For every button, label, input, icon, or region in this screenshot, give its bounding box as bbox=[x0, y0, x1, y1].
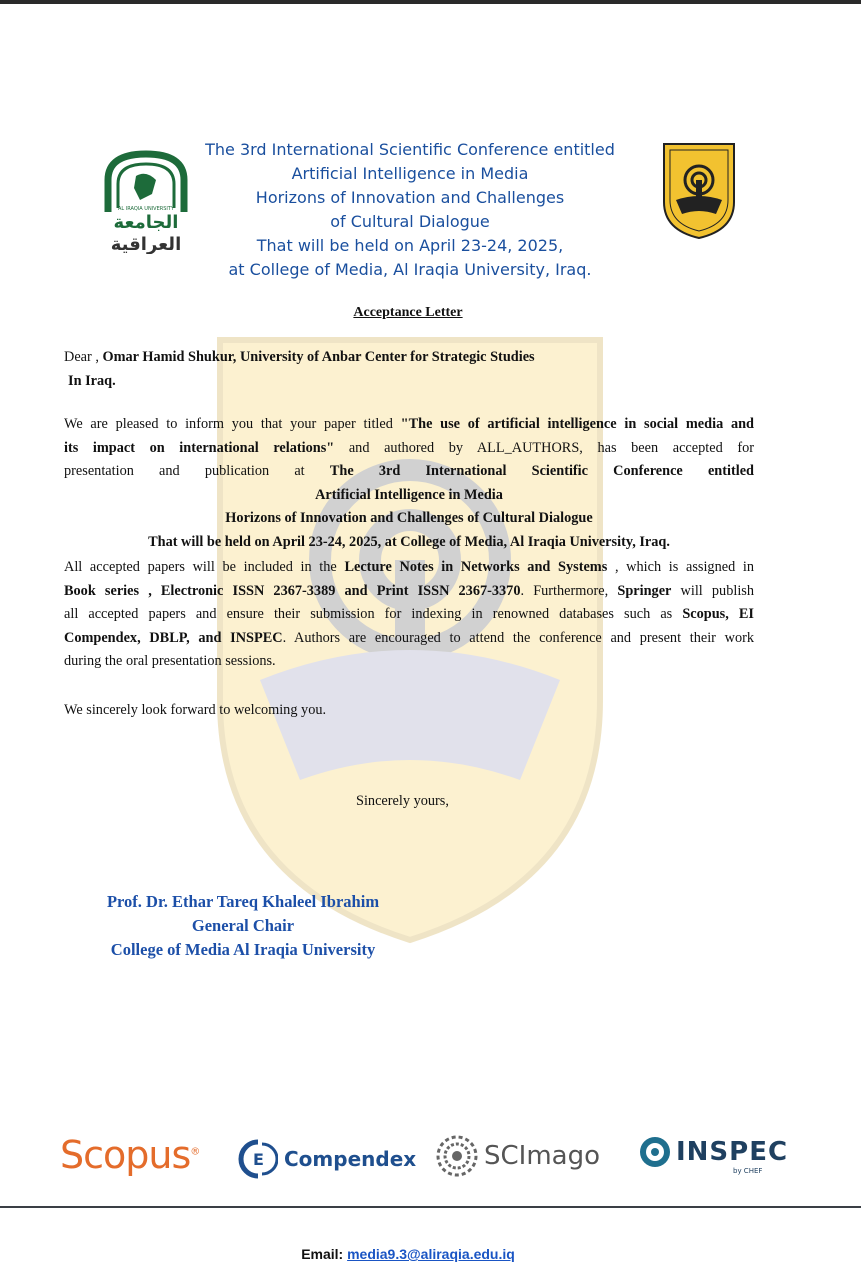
email-link[interactable]: media9.3@aliraqia.edu.iq bbox=[347, 1246, 515, 1262]
closing: Sincerely yours, bbox=[356, 793, 449, 809]
paper-title: "The use of artificial intelligence in social media and bbox=[400, 416, 754, 432]
p1-text: presentation and publication at bbox=[64, 463, 330, 479]
scopus-logo: Scopus® bbox=[60, 1133, 200, 1177]
indexing-logos bbox=[0, 1125, 861, 1195]
inspec-icon bbox=[638, 1135, 672, 1169]
p2-text: will publish bbox=[671, 582, 755, 599]
compendex-logo bbox=[238, 1139, 416, 1179]
scopus-label: Scopus bbox=[60, 1133, 191, 1177]
compendex-label: Compendex bbox=[284, 1147, 417, 1171]
conference-header bbox=[190, 138, 630, 282]
footer-divider bbox=[0, 1206, 861, 1208]
letter-title: Acceptance Letter bbox=[353, 305, 463, 320]
p2-text: All accepted papers will be included in the bbox=[64, 559, 345, 575]
series-name: Lecture Notes in Networks and Systems bbox=[344, 559, 608, 575]
compendex-icon bbox=[238, 1139, 278, 1179]
conference-date-line: That will be held on April 23-24, 2025, at College of Media, Al Iraqia University, Iraq. bbox=[148, 533, 670, 550]
databases-cont: Compendex, DBLP, and INSPEC bbox=[64, 629, 283, 646]
recipient-name: Omar Hamid Shukur, University of Anbar Center for Strategic Studies bbox=[102, 349, 535, 365]
conference-title-line: Artificial Intelligence in Media bbox=[315, 486, 503, 503]
inspec-logo bbox=[638, 1135, 788, 1169]
scimago-icon bbox=[434, 1133, 480, 1179]
dear-prefix: Dear , bbox=[64, 349, 103, 365]
header-line-5: That will be held on April 23-24, 2025, bbox=[256, 236, 564, 255]
college-of-media-logo bbox=[660, 140, 738, 242]
p2-text: . Authors are encouraged to attend the conference and present their work bbox=[282, 629, 754, 646]
p2-text: all accepted papers and ensure their submission for indexing in renowned databases such as bbox=[64, 606, 683, 622]
scimago-label: SCImago bbox=[484, 1141, 600, 1171]
inspec-label: INSPEC bbox=[676, 1137, 789, 1167]
signature-block bbox=[88, 890, 398, 962]
publisher-name: Springer bbox=[617, 582, 672, 599]
top-border bbox=[0, 0, 861, 4]
conference-subtitle-line: Horizons of Innovation and Challenges of Cultural Dialogue bbox=[225, 510, 593, 526]
p1-text: and authored by ALL_AUTHORS, has been accepted for bbox=[334, 439, 754, 456]
conference-name: The 3rd International Scientific Conference entitled bbox=[329, 463, 755, 479]
salutation bbox=[64, 346, 754, 393]
inspec-sub-label: by CHEF bbox=[733, 1167, 763, 1175]
issn-info: Book series , Electronic ISSN 2367-3389 and Print ISSN 2367-3370 bbox=[64, 582, 521, 599]
logo-ar-text-1: الجامعة bbox=[113, 212, 179, 233]
p2-text: , which is assigned in bbox=[607, 559, 755, 575]
svg-text:E: E bbox=[253, 1150, 264, 1169]
header-line-1: The 3rd International Scientific Conference entitled bbox=[205, 140, 615, 159]
paper-title-cont: its impact on international relations" bbox=[64, 439, 335, 456]
header-line-6: at College of Media, Al Iraqia University, Iraq. bbox=[228, 260, 592, 279]
recipient-location: In Iraq. bbox=[68, 372, 116, 389]
al-iraqia-university-logo bbox=[100, 150, 192, 254]
databases: Scopus, EI bbox=[682, 606, 754, 622]
header-line-2: Artificial Intelligence in Media bbox=[291, 164, 529, 183]
signatory-role: General Chair bbox=[191, 916, 295, 935]
logo-ar-text-2: العراقية bbox=[110, 234, 182, 254]
contact-email bbox=[0, 1246, 816, 1262]
logo-en-text: AL IRAQIA UNIVERSITY bbox=[118, 206, 174, 212]
signatory-name: Prof. Dr. Ethar Tareq Khaleel Ibrahim bbox=[106, 892, 380, 911]
welcome-line: We sincerely look forward to welcoming you. bbox=[64, 702, 327, 718]
p1-text: We are pleased to inform you that your paper titled bbox=[64, 416, 401, 432]
p2-text: during the oral presentation sessions. bbox=[64, 653, 276, 669]
paragraph-publication bbox=[64, 556, 754, 674]
scimago-logo bbox=[434, 1133, 600, 1179]
email-label: Email: bbox=[301, 1246, 348, 1262]
header-line-4: of Cultural Dialogue bbox=[330, 212, 490, 231]
p2-text: . Furthermore, bbox=[520, 582, 618, 599]
paragraph-acceptance bbox=[64, 413, 754, 554]
header-line-3: Horizons of Innovation and Challenges bbox=[255, 188, 565, 207]
signatory-org: College of Media Al Iraqia University bbox=[110, 940, 376, 959]
